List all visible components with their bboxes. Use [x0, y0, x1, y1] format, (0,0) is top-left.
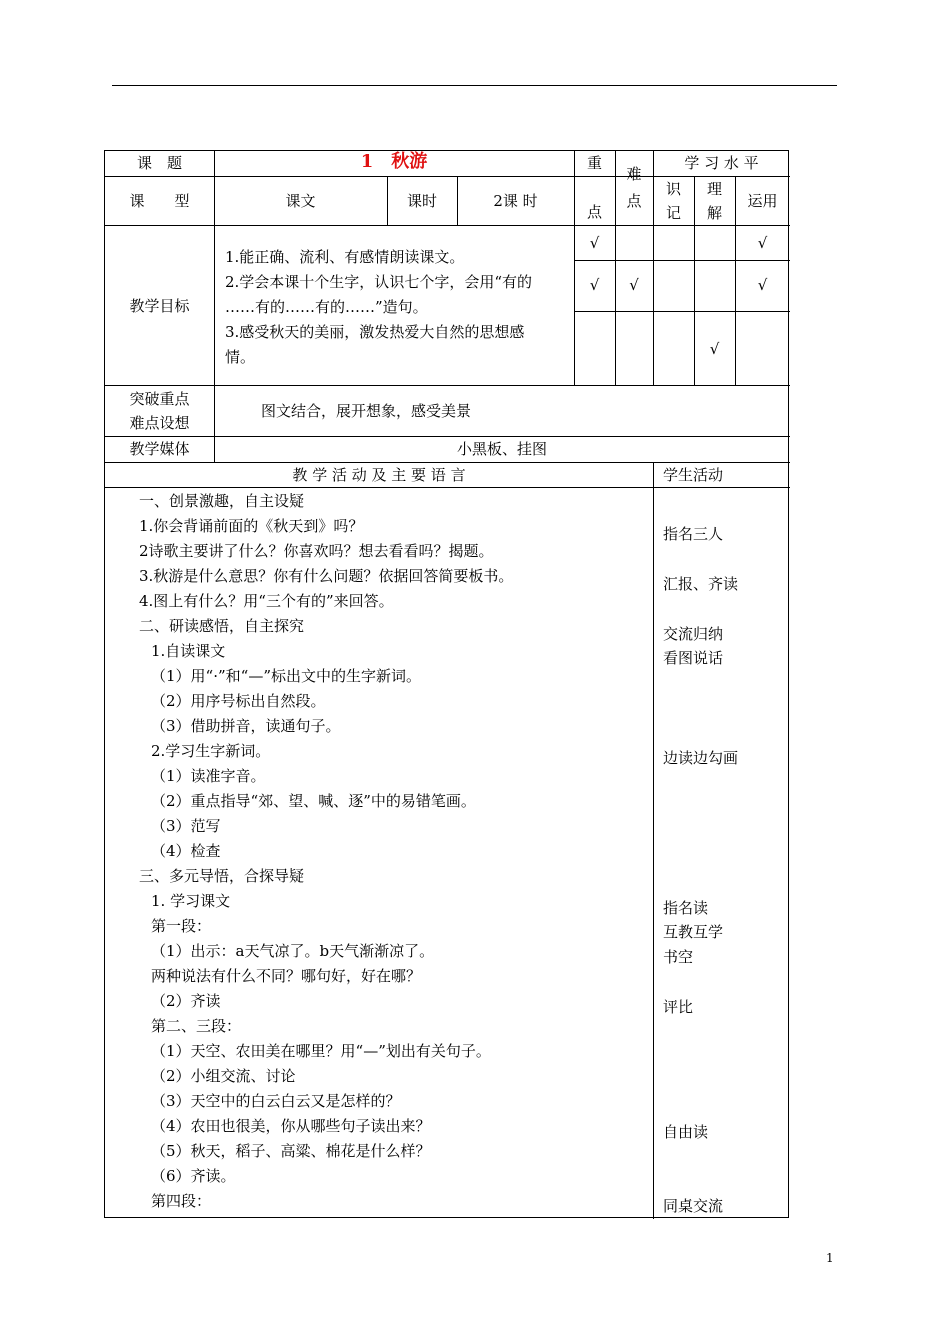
check-mark: √ [589, 234, 600, 252]
check-mark: √ [629, 276, 639, 294]
activity-line: （2）小组交流、讨论 [151, 1067, 296, 1085]
activity-line: （3）借助拼音，读通句子。 [151, 717, 341, 735]
grid-line [105, 436, 790, 437]
activity-line: 第二、三段： [151, 1017, 242, 1035]
activity-line: 三、多元导悟，合探导疑 [139, 867, 305, 885]
activity-line: （1）天空、农田美在哪里？用“—”划出有关句子。 [151, 1042, 491, 1060]
course-topic-label: 课 题 [136, 154, 182, 172]
course-title: 1 秋游 [360, 151, 428, 172]
check-mark: √ [757, 276, 768, 294]
grid-line [105, 385, 790, 386]
level-understand-1: 理 [706, 180, 722, 198]
breakthrough-label-1: 突破重点 [129, 390, 190, 408]
objective-line: 1.能正确、流利、有感情朗读课文。 [225, 248, 465, 266]
activity-line: （1）读准字音。 [151, 767, 266, 785]
check-mark: √ [589, 276, 600, 294]
student-activity: 互教互学 [663, 923, 724, 941]
grid-line [574, 151, 575, 385]
activity-line: （2）重点指导“郊、望、喊、逐”中的易错笔画。 [151, 792, 476, 810]
activity-line: （5）秋天，稻子、高粱、棉花是什么样？ [151, 1142, 431, 1160]
grid-line [653, 462, 654, 1219]
activities-header: 教 学 活 动 及 主 要 语 言 [292, 466, 466, 484]
grid-line [105, 462, 790, 463]
activity-line: 二、研读感悟，自主探究 [139, 617, 305, 635]
activity-line: 1. 学习课文 [151, 892, 231, 910]
student-activity: 边读边勾画 [663, 749, 739, 767]
key-point-label-2: 点 [586, 203, 602, 221]
activity-line: 两种说法有什么不同？哪句好，好在哪？ [151, 967, 422, 985]
grid-line [105, 176, 653, 177]
media-value: 小黑板、挂图 [456, 440, 547, 458]
level-memorize-2: 记 [665, 204, 681, 222]
periods-label: 课时 [406, 192, 437, 210]
student-activity: 交流归纳 [663, 625, 724, 643]
check-mark: √ [757, 234, 768, 252]
activity-line: （3）天空中的白云白云又是怎样的？ [151, 1092, 401, 1110]
activity-line: 4.图上有什么？用“三个有的”来回答。 [139, 592, 394, 610]
grid-line [574, 260, 790, 261]
key-point-label-1: 重 [586, 154, 602, 172]
header-rule [112, 85, 837, 86]
student-activity: 书空 [663, 948, 694, 966]
objectives-label: 教学目标 [129, 297, 190, 315]
breakthrough-value: 图文结合，展开想象，感受美景 [261, 402, 472, 420]
activity-line: 1.你会背诵前面的《秋天到》吗？ [139, 517, 364, 535]
level-understand-2: 解 [706, 204, 722, 222]
grid-line [105, 487, 790, 488]
level-memorize-1: 识 [665, 180, 681, 198]
periods-value: 2课 时 [493, 192, 538, 210]
breakthrough-label-2: 难点设想 [129, 414, 190, 432]
difficulty-label-1: 难 [626, 165, 642, 183]
activity-line: （1）出示：a天气凉了。b天气渐渐凉了。 [151, 942, 435, 960]
level-apply: 运用 [747, 192, 778, 210]
activity-line: 2.学习生字新词。 [151, 742, 271, 760]
grid-line [105, 225, 790, 226]
activity-line: 第四段： [151, 1192, 212, 1210]
activity-line: （2）齐读 [151, 992, 221, 1010]
difficulty-label-2: 点 [626, 192, 642, 210]
activity-line: 一、创景激趣，自主设疑 [139, 492, 305, 510]
student-activities-header: 学生活动 [663, 466, 724, 484]
course-type-label: 课 型 [129, 192, 190, 210]
activity-line: （3）范写 [151, 817, 221, 835]
student-activity: 评比 [663, 998, 694, 1016]
media-label: 教学媒体 [129, 440, 190, 458]
lesson-plan-table [104, 150, 789, 1218]
activity-line: （4）检查 [151, 842, 221, 860]
grid-line [653, 176, 790, 177]
student-activity: 看图说话 [663, 649, 724, 667]
student-activity: 指名三人 [663, 525, 724, 543]
activity-line: 3.秋游是什么意思？你有什么问题？依据回答简要板书。 [139, 567, 514, 585]
student-activity: 自由读 [663, 1123, 709, 1141]
activity-line: 第一段： [151, 917, 212, 935]
student-activity: 同桌交流 [663, 1197, 724, 1215]
student-activity: 指名读 [663, 899, 709, 917]
activity-line: 1.自读课文 [151, 642, 226, 660]
activity-line: （2）用序号标出自然段。 [151, 692, 326, 710]
grid-line [615, 151, 616, 385]
activity-line: 2诗歌主要讲了什么？你喜欢吗？想去看看吗？揭题。 [139, 542, 494, 560]
activity-line: （4）农田也很美，你从哪些句子读出来？ [151, 1117, 431, 1135]
course-type-value: 课文 [285, 192, 316, 210]
objective-line: 情。 [225, 348, 256, 366]
check-mark: √ [709, 340, 720, 358]
student-activity: 汇报、齐读 [663, 575, 739, 593]
objective-line: 3.感受秋天的美丽，激发热爱大自然的思想感 [225, 323, 525, 341]
activity-line: （6）齐读。 [151, 1167, 236, 1185]
learning-level-label: 学 习 水 平 [684, 154, 759, 172]
grid-line [574, 311, 790, 312]
objective-line: ……有的……有的……”造句。 [225, 298, 428, 316]
activity-line: （1）用“·”和“—”标出文中的生字新词。 [151, 667, 421, 685]
page-number: 1 [826, 1251, 834, 1265]
objective-line: 2.学会本课十个生字，认识七个字，会用“有的 [225, 273, 532, 291]
